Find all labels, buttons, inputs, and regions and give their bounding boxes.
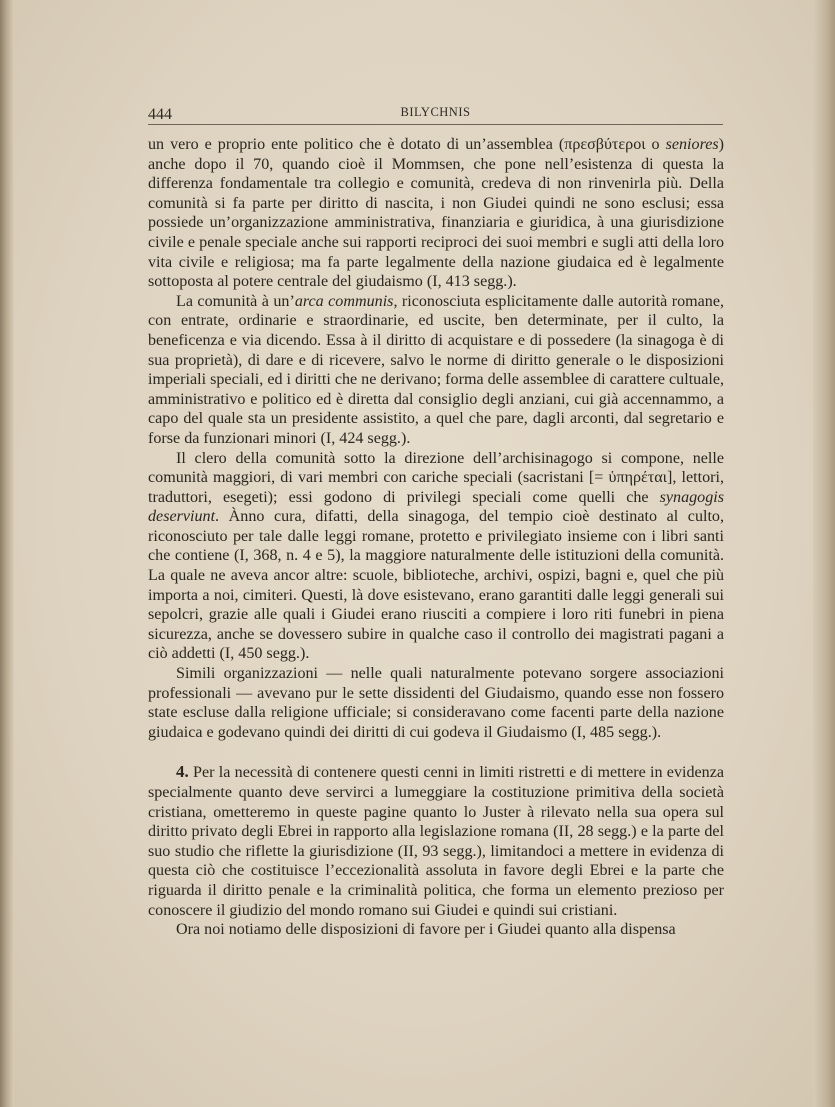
page-edge-shadow — [813, 0, 835, 1107]
paragraph — [148, 664, 724, 742]
book-spine-shadow — [0, 0, 14, 1107]
italic-term: synagogis deserviunt — [148, 488, 724, 526]
paragraph — [148, 292, 724, 449]
running-header — [148, 102, 723, 125]
section-paragraph — [148, 762, 724, 920]
paragraph — [148, 920, 724, 940]
text-run: . Ànno cura, difatti, della sinagoga, del tempio cioè destinato al culto, riconosciuto per tale dalle leggi romane, protetto e privilegiato insieme con i libri santi che contiene (I, 368, n. 4 e 5), la maggiore naturalmente delle istituzioni della comunità. La quale ne aveva ancor altre: scuole, biblioteche, archivi, ospizi, bagni e, quel che più importa a noi, cimiteri. Questi, là dove esistevano, erano garantiti dalle leggi generali sui sepolcri, grazie alle quali i Giudei erano riusciti a compiere i loro riti funebri in piena sicurezza, anche se dovessero subire in qualche caso il controllo dei magistrati pagani a ciò addetti (I, 450 segg.). — [148, 508, 724, 663]
italic-term: arca communis — [294, 292, 394, 310]
journal-title: BILYCHNIS — [400, 105, 471, 119]
text-run: Simili organizzazioni — nelle quali naturalmente potevano sorgere associazioni professionali — avevano pur le sette dissidenti del Giudaismo, quando esse non fossero state escluse dalla religione ufficiale; si consideravano come facenti parte della nazione giudaica e godevano quindi dei diritti di cui godeva il Giudaismo (I, 485 segg.). — [148, 665, 724, 741]
text-run: ) anche dopo il 70, quando cioè il Mommsen, che pone nell’esistenza di questa la differenza fondamentale tra collegio e comunità, credeva di non rinvenirla più. Della comunità si fa parte per diritto di nascita, i non Giudei quindi ne sono esclusi; essa possiede un’organizzazione amministrativa, finanziaria e giuridica, à una giurisdizione civile e penale speciale anche sui rapporti reciproci dei suoi membri e sugli atti della loro vita civile e religiosa; ma fa parte legalmente della nazione giudaica ed è legalmente sottoposta al potere centrale del giudaismo (I, 413 segg.). — [148, 136, 724, 291]
page-number: 444 — [148, 106, 172, 123]
text-run: Ora noi notiamo delle disposizioni di favore per i Giudei quanto alla dispensa — [176, 921, 676, 939]
italic-term: seniores — [665, 136, 719, 153]
text-run: Per la necessità di contenere questi cenni in limiti ristretti e di mettere in evidenza specialmente quanto deve servirci a lumeggiare la costituzione primitiva della società cristiana, ometteremo in queste pagine quanto lo Juster à rilevato nella sua opera sul diritto privato degli Ebrei in rapporto alla legislazione romana (II, 28 segg.) e la parte del suo studio che riflette la giurisdizione (II, 93 segg.), limitandoci a mettere in evidenza di questa ciò che costituisce l’eccezionalità assoluta in favore degli Ebrei e la parte che riguarda il diritto penale e la criminalità politica, che forma un elemento prezioso per conoscere il giudizio del mondo romano sui Giudei e quindi sui cristiani. — [148, 764, 724, 919]
paragraph — [148, 135, 724, 292]
text-run: , riconosciuta esplicitamente dalle autorità romane, con entrate, ordinarie e straordinarie, ed uscite, ben determinate, per il culto, la beneficenza e via dicendo. Essa à il diritto di acquistare e di possedere (la sinagoga è di sua proprietà), di dare e di ricevere, salvo le norme di diritto generale o le disposizioni imperiali speciali, ed i diritti che ne derivano; forma delle assemblee di carattere cultuale, amministrativo e politico ed è diretta dal consiglio degli anziani, cui già accennammo, a capo del quale sta un presidente assistito, a quel che pare, dagli arconti, dal segretario e forse da funzionari minori (I, 424 segg.). — [148, 292, 725, 447]
text-run: un vero e proprio ente politico che è dotato di un’assemblea (πρεσβύτεροι o — [148, 136, 666, 153]
article-body — [148, 135, 724, 940]
paragraph — [148, 449, 724, 665]
section-number: 4. — [176, 762, 189, 782]
text-run: Il clero della comunità sotto la direzione dell’archisinagogo si compone, nelle comunità maggiori, di vari membri con cariche speciali (sacristani [= ὑπηρέται], lettori, traduttori, esegeti); essi godono di privilegi speciali come quelli che — [148, 449, 724, 506]
text-run: La comunità à un’ — [176, 292, 295, 310]
